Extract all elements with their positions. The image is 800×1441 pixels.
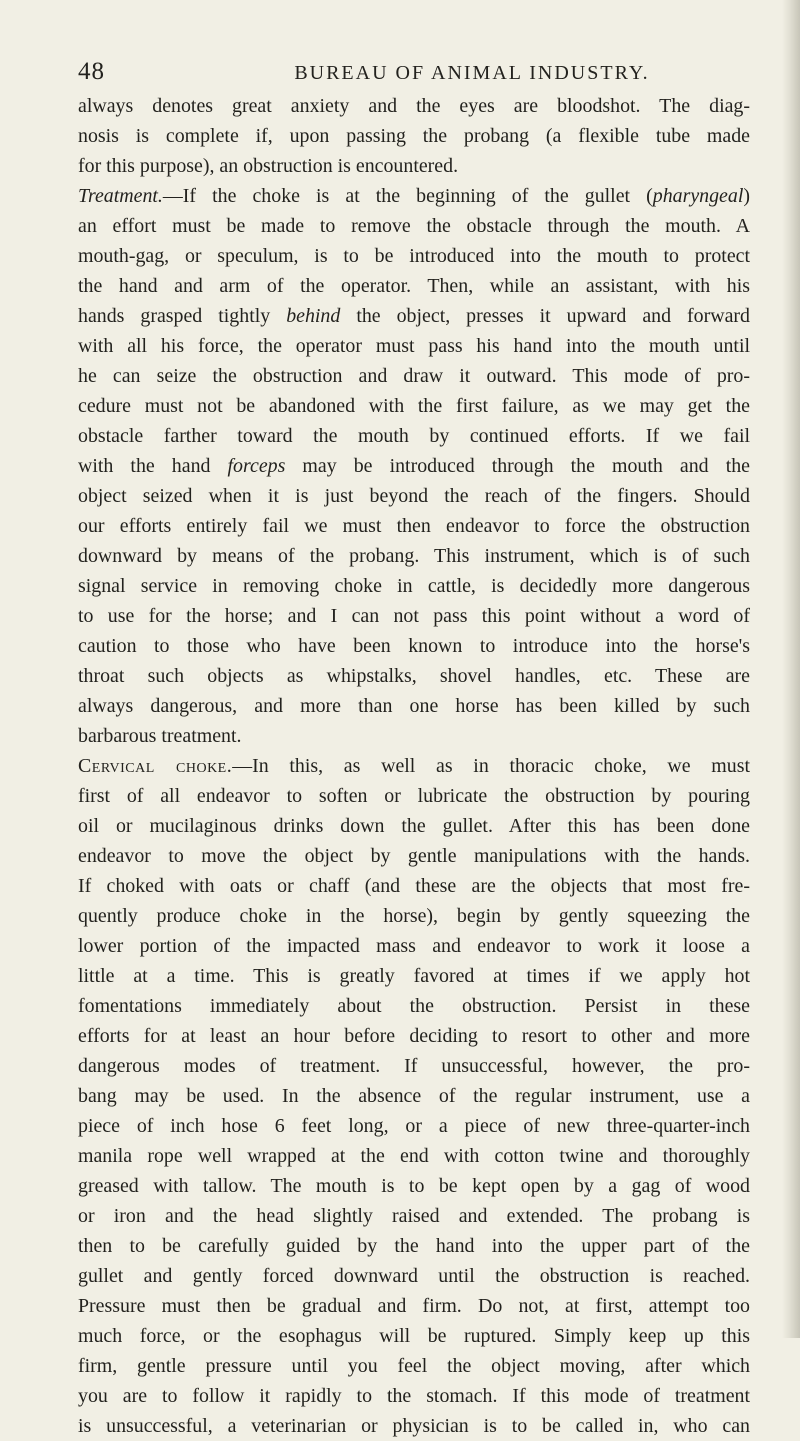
text-line: manila rope well wrapped at the end with cotton twine and thoroughly [78, 1145, 750, 1167]
body-text [78, 91, 750, 1441]
text-line: much force, or the esophagus will be ruptured. Simply keep up this [78, 1325, 750, 1347]
text-line: little at a time. This is greatly favored at times if we apply hot [78, 965, 750, 987]
running-head: BUREAU OF ANIMAL INDUSTRY. [294, 62, 650, 84]
section-lead-cervical-choke: Cervical choke. [78, 755, 233, 777]
text-line: endeavor to move the object by gentle manipulations with the hands. [78, 845, 750, 867]
text-line: for this purpose), an obstruction is encountered. [78, 155, 459, 177]
page-edge-shadow [782, 0, 800, 1338]
text-line: object seized when it is just beyond the reach of the fingers. Should [78, 485, 750, 507]
text-line: quently produce choke in the horse), begin by gently squeezing the [78, 905, 750, 927]
text-line: to use for the horse; and I can not pass this point without a word of [78, 605, 750, 627]
page-header [62, 58, 752, 88]
text-line: you are to follow it rapidly to the stomach. If this mode of treatment [78, 1385, 750, 1407]
text-line: downward by means of the probang. This instrument, which is of such [78, 545, 750, 567]
text-line: an effort must be made to remove the obstacle through the mouth. A [78, 215, 750, 237]
text-line: with the hand forceps may be introduced through the mouth and the [78, 455, 750, 477]
text-line: dangerous modes of treatment. If unsuccessful, however, the pro- [78, 1055, 750, 1077]
text-line: obstacle farther toward the mouth by continued efforts. If we fail [78, 425, 750, 447]
text-line: nosis is complete if, upon passing the probang (a flexible tube made [78, 125, 750, 147]
text-line: first of all endeavor to soften or lubricate the obstruction by pouring [78, 785, 750, 807]
text-line: signal service in removing choke in cattle, is decidedly more dangerous [78, 575, 750, 597]
text-line: bang may be used. In the absence of the regular instrument, use a [78, 1085, 750, 1107]
text-line: greased with tallow. The mouth is to be kept open by a gag of wood [78, 1175, 750, 1197]
text-line: throat such objects as whipstalks, shovel handles, etc. These are [78, 665, 750, 687]
text-line: piece of inch hose 6 feet long, or a piece of new three-quarter-inch [78, 1115, 750, 1137]
section-lead-treatment: Treatment. [78, 185, 163, 207]
text-line: fomentations immediately about the obstruction. Persist in these [78, 995, 750, 1017]
text-line: barbarous treatment. [78, 725, 242, 747]
page-number: 48 [78, 58, 105, 85]
text-line: with all his force, the operator must pass his hand into the mouth until [78, 335, 750, 357]
text-line: caution to those who have been known to introduce into the horse's [78, 635, 750, 657]
text-line: then to be carefully guided by the hand into the upper part of the [78, 1235, 750, 1257]
text-line: always dangerous, and more than one horse has been killed by such [78, 695, 750, 717]
text-line: gullet and gently forced downward until the obstruction is reached. [78, 1265, 750, 1287]
text-line: our efforts entirely fail we must then endeavor to force the obstruction [78, 515, 750, 537]
text-line: If choked with oats or chaff (and these are the objects that most fre- [78, 875, 750, 897]
text-line: is unsuccessful, a veterinarian or physician is to be called in, who can [78, 1415, 750, 1437]
text-line: Cervical choke.—In this, as well as in thoracic choke, we must [78, 755, 750, 777]
text-line: lower portion of the impacted mass and endeavor to work it loose a [78, 935, 750, 957]
text-line: Pressure must then be gradual and firm. Do not, at first, attempt too [78, 1295, 750, 1317]
text-line: efforts for at least an hour before deciding to resort to other and more [78, 1025, 750, 1047]
text-line: or iron and the head slightly raised and extended. The probang is [78, 1205, 750, 1227]
text-line: hands grasped tightly behind the object, presses it upward and forward [78, 305, 750, 327]
text-line: mouth-gag, or speculum, is to be introduced into the mouth to protect [78, 245, 750, 267]
text-line: cedure must not be abandoned with the first failure, as we may get the [78, 395, 750, 417]
text-line: he can seize the obstruction and draw it outward. This mode of pro- [78, 365, 750, 387]
text-line: oil or mucilaginous drinks down the gullet. After this has been done [78, 815, 750, 837]
text-line: always denotes great anxiety and the eyes are bloodshot. The diag- [78, 95, 750, 117]
text-line: firm, gentle pressure until you feel the object moving, after which [78, 1355, 750, 1377]
text-line: Treatment.—If the choke is at the beginning of the gullet (pharyngeal) [78, 185, 750, 207]
text-line: the hand and arm of the operator. Then, while an assistant, with his [78, 275, 750, 297]
